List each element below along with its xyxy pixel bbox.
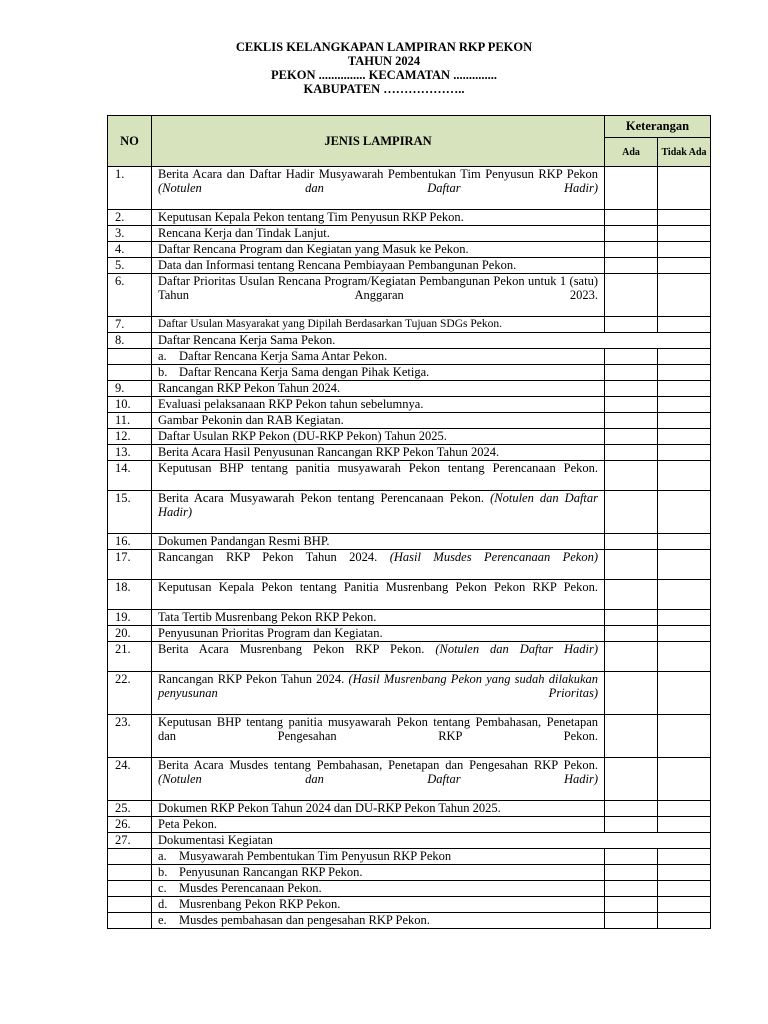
- row-item-text: [152, 715, 605, 758]
- sub-item-mark: a.: [158, 849, 167, 863]
- row-item-text: [152, 610, 605, 626]
- tidak-ada-checkbox-cell[interactable]: [658, 210, 711, 226]
- item-text: Tata Tertib Musrenbang Pekon RKP Pekon.: [158, 610, 377, 624]
- item-label: [158, 429, 447, 443]
- ada-checkbox-cell[interactable]: [605, 865, 658, 881]
- row-item-text: [152, 817, 605, 833]
- row-item-text: [152, 461, 605, 491]
- tidak-ada-checkbox-cell[interactable]: [658, 550, 711, 580]
- item-text: Daftar Rencana Kerja Sama Pekon.: [158, 333, 336, 347]
- ada-checkbox-cell[interactable]: [605, 580, 658, 610]
- sub-item-label: Musdes Perencanaan Pekon.: [179, 881, 322, 895]
- row-number: 9.: [108, 381, 152, 397]
- item-label: [158, 397, 423, 411]
- row-number: 25.: [108, 801, 152, 817]
- item-label: [158, 461, 598, 489]
- tidak-ada-checkbox-cell[interactable]: [658, 758, 711, 801]
- ada-checkbox-cell[interactable]: [605, 758, 658, 801]
- row-item-text: [152, 333, 711, 349]
- item-label: [158, 242, 469, 256]
- tidak-ada-checkbox-cell[interactable]: [658, 672, 711, 715]
- item-text: Rencana Kerja dan Tindak Lanjut.: [158, 226, 330, 240]
- row-number: 8.: [108, 333, 152, 349]
- ada-checkbox-cell[interactable]: [605, 397, 658, 413]
- ada-checkbox-cell[interactable]: [605, 715, 658, 758]
- row-item-text: [152, 274, 605, 317]
- row-item-text: [152, 672, 605, 715]
- tidak-ada-checkbox-cell[interactable]: [658, 258, 711, 274]
- row-number: 15.: [108, 491, 152, 534]
- ada-checkbox-cell[interactable]: [605, 913, 658, 929]
- table-row: [108, 317, 711, 333]
- row-number: 3.: [108, 226, 152, 242]
- row-number: 26.: [108, 817, 152, 833]
- table-row: [108, 381, 711, 397]
- row-item-text: [152, 833, 711, 849]
- table-row: [108, 461, 711, 491]
- item-label: [158, 445, 499, 459]
- ada-checkbox-cell[interactable]: [605, 550, 658, 580]
- table-subrow: [108, 349, 711, 365]
- table-row: [108, 258, 711, 274]
- item-text: Daftar Usulan Masyarakat yang Dipilah Berdasarkan Tujuan SDGs Pekon.: [158, 318, 502, 330]
- table-row: [108, 672, 711, 715]
- title-line-2: TAHUN 2024: [347, 54, 421, 68]
- ada-checkbox-cell[interactable]: [605, 445, 658, 461]
- tidak-ada-checkbox-cell[interactable]: [658, 881, 711, 897]
- sub-item-label: Musrenbang Pekon RKP Pekon.: [179, 897, 341, 911]
- item-label: [158, 534, 330, 548]
- sub-item-mark: b.: [158, 865, 168, 879]
- item-text: Rancangan RKP Pekon Tahun 2024.: [158, 672, 345, 686]
- column-header-no: NO: [108, 116, 152, 167]
- item-text: Daftar Rencana Program dan Kegiatan yang Masuk ke Pekon.: [158, 242, 469, 256]
- item-text: Daftar Usulan RKP Pekon (DU-RKP Pekon) Tahun 2025.: [158, 429, 447, 443]
- table-row: [108, 610, 711, 626]
- sub-item-mark: d.: [158, 897, 168, 911]
- row-number: 7.: [108, 317, 152, 333]
- item-label: [158, 167, 598, 209]
- checklist-table: [107, 115, 711, 929]
- tidak-ada-checkbox-cell[interactable]: [658, 897, 711, 913]
- ada-checkbox-cell[interactable]: [605, 461, 658, 491]
- item-note: (Notulen dan Daftar Hadir): [435, 642, 599, 656]
- table-row: [108, 333, 711, 349]
- tidak-ada-checkbox-cell[interactable]: [658, 610, 711, 626]
- item-label: [158, 226, 330, 240]
- item-text: Rancangan RKP Pekon Tahun 2024.: [158, 381, 341, 395]
- item-text: Berita Acara dan Daftar Hadir Musyawarah Pembentukan Tim Penyusun RKP Pekon: [158, 167, 598, 181]
- ada-checkbox-cell[interactable]: [605, 849, 658, 865]
- ada-checkbox-cell[interactable]: [605, 672, 658, 715]
- row-number: 20.: [108, 626, 152, 642]
- table-row: [108, 801, 711, 817]
- tidak-ada-checkbox-cell[interactable]: [658, 445, 711, 461]
- item-label: [158, 642, 598, 670]
- ada-checkbox-cell[interactable]: [605, 897, 658, 913]
- tidak-ada-checkbox-cell[interactable]: [658, 715, 711, 758]
- ada-checkbox-cell[interactable]: [605, 210, 658, 226]
- item-label: [158, 626, 383, 640]
- sub-number-cell: [108, 913, 152, 929]
- table-row: [108, 758, 711, 801]
- table-subrow: [108, 365, 711, 381]
- row-number: 12.: [108, 429, 152, 445]
- ada-checkbox-cell[interactable]: [605, 365, 658, 381]
- row-item-text: [152, 210, 605, 226]
- row-item-text: [152, 626, 605, 642]
- tidak-ada-checkbox-cell[interactable]: [658, 580, 711, 610]
- item-text: Berita Acara Musyawarah Pekon tentang Perencanaan Pekon.: [158, 491, 485, 505]
- sub-item-text: [152, 865, 605, 881]
- sub-item-mark: c.: [158, 881, 167, 895]
- table-subrow: [108, 865, 711, 881]
- table-row: [108, 226, 711, 242]
- item-note: (Notulen dan Daftar Hadir): [158, 772, 598, 786]
- sub-item-label: Musyawarah Pembentukan Tim Penyusun RKP Pekon: [179, 849, 452, 863]
- tidak-ada-checkbox-cell[interactable]: [658, 801, 711, 817]
- row-number: 6.: [108, 274, 152, 317]
- tidak-ada-checkbox-cell[interactable]: [658, 397, 711, 413]
- row-item-text: [152, 226, 605, 242]
- item-note: (Notulen dan Daftar Hadir): [158, 491, 598, 519]
- tidak-ada-checkbox-cell[interactable]: [658, 461, 711, 491]
- item-label: [158, 258, 516, 272]
- item-label: [158, 413, 344, 427]
- column-header-ada: Ada: [605, 138, 658, 167]
- sub-item-mark: b.: [158, 365, 168, 379]
- title-line-3: PEKON ............... KECAMATAN ..............: [271, 68, 497, 82]
- tidak-ada-checkbox-cell[interactable]: [658, 642, 711, 672]
- table-row: [108, 242, 711, 258]
- row-number: 14.: [108, 461, 152, 491]
- tidak-ada-checkbox-cell[interactable]: [658, 381, 711, 397]
- tidak-ada-checkbox-cell[interactable]: [658, 317, 711, 333]
- tidak-ada-checkbox-cell[interactable]: [658, 167, 711, 210]
- item-text: Dokumen Pandangan Resmi BHP.: [158, 534, 330, 548]
- sub-item-mark: e.: [158, 913, 167, 927]
- sub-item-text: [152, 849, 605, 865]
- row-item-text: [152, 758, 605, 801]
- item-text: Penyusunan Prioritas Program dan Kegiatan.: [158, 626, 383, 640]
- table-row: [108, 817, 711, 833]
- table-subrow: [108, 913, 711, 929]
- ada-checkbox-cell[interactable]: [605, 534, 658, 550]
- sub-item-text: [152, 365, 605, 381]
- sub-number-cell: [108, 865, 152, 881]
- table-row: [108, 397, 711, 413]
- item-label: [158, 580, 598, 608]
- item-text: Gambar Pekonin dan RAB Kegiatan.: [158, 413, 344, 427]
- row-item-text: [152, 258, 605, 274]
- ada-checkbox-cell[interactable]: [605, 258, 658, 274]
- row-item-text: [152, 550, 605, 580]
- item-label: [158, 758, 598, 800]
- item-text: Keputusan BHP tentang panitia musyawarah Pekon tentang Pembahasan, Penetapan dan Pengesahan RKP Pekon.: [158, 715, 598, 743]
- table-row: [108, 429, 711, 445]
- table-subrow: [108, 881, 711, 897]
- row-item-text: [152, 413, 605, 429]
- ada-checkbox-cell[interactable]: [605, 817, 658, 833]
- sub-item-text: [152, 897, 605, 913]
- ada-checkbox-cell[interactable]: [605, 626, 658, 642]
- item-text: Berita Acara Musdes tentang Pembahasan, Penetapan dan Pengesahan RKP Pekon.: [158, 758, 598, 772]
- table-row: [108, 715, 711, 758]
- tidak-ada-checkbox-cell[interactable]: [658, 413, 711, 429]
- row-number: 13.: [108, 445, 152, 461]
- item-text: Keputusan Kepala Pekon tentang Tim Penyusun RKP Pekon.: [158, 210, 464, 224]
- ada-checkbox-cell[interactable]: [605, 274, 658, 317]
- tidak-ada-checkbox-cell[interactable]: [658, 242, 711, 258]
- row-number: 2.: [108, 210, 152, 226]
- column-header-jenis-lampiran: JENIS LAMPIRAN: [152, 116, 605, 167]
- ada-checkbox-cell[interactable]: [605, 610, 658, 626]
- tidak-ada-checkbox-cell[interactable]: [658, 274, 711, 317]
- table-row: [108, 550, 711, 580]
- tidak-ada-checkbox-cell[interactable]: [658, 849, 711, 865]
- ada-checkbox-cell[interactable]: [605, 491, 658, 534]
- row-item-text: [152, 491, 605, 534]
- tidak-ada-checkbox-cell[interactable]: [658, 534, 711, 550]
- column-header-tidak-ada: Tidak Ada: [658, 138, 711, 167]
- item-label: [158, 801, 501, 815]
- ada-checkbox-cell[interactable]: [605, 167, 658, 210]
- item-label: [158, 210, 464, 224]
- item-text: Keputusan BHP tentang panitia musyawarah Pekon tentang Perencanaan Pekon.: [158, 461, 598, 475]
- tidak-ada-checkbox-cell[interactable]: [658, 913, 711, 929]
- table-row: [108, 580, 711, 610]
- sub-number-cell: [108, 897, 152, 913]
- table-row: [108, 534, 711, 550]
- ada-checkbox-cell[interactable]: [605, 242, 658, 258]
- table-row: [108, 274, 711, 317]
- item-label: [158, 274, 598, 316]
- item-text: Berita Acara Hasil Penyusunan Rancangan RKP Pekon Tahun 2024.: [158, 445, 500, 459]
- item-label: [158, 318, 502, 330]
- table-subrow: [108, 897, 711, 913]
- item-label: [158, 672, 598, 714]
- title-line-1: CEKLIS KELANGKAPAN LAMPIRAN RKP PEKON: [235, 40, 533, 54]
- item-note: (Hasil Musdes Perencanaan Pekon): [389, 550, 599, 564]
- item-label: [158, 715, 598, 757]
- item-text: Rancangan RKP Pekon Tahun 2024.: [158, 550, 378, 564]
- row-item-text: [152, 642, 605, 672]
- ada-checkbox-cell[interactable]: [605, 381, 658, 397]
- item-label: [158, 491, 598, 533]
- row-item-text: [152, 167, 605, 210]
- sub-number-cell: [108, 349, 152, 365]
- sub-number-cell: [108, 849, 152, 865]
- item-label: [158, 333, 335, 347]
- item-text: Data dan Informasi tentang Rencana Pembiayaan Pembangunan Pekon.: [158, 258, 517, 272]
- item-text: Keputusan Kepala Pekon tentang Panitia Musrenbang Pekon Pekon RKP Pekon.: [158, 580, 598, 594]
- row-item-text: [152, 429, 605, 445]
- item-text: Dokumentasi Kegiatan: [158, 833, 273, 847]
- tidak-ada-checkbox-cell[interactable]: [658, 626, 711, 642]
- ada-checkbox-cell[interactable]: [605, 801, 658, 817]
- document-title-block: [0, 40, 768, 96]
- tidak-ada-checkbox-cell[interactable]: [658, 865, 711, 881]
- row-item-text: [152, 580, 605, 610]
- table-row: [108, 445, 711, 461]
- row-item-text: [152, 801, 605, 817]
- item-text: Evaluasi pelaksanaan RKP Pekon tahun sebelumnya.: [158, 397, 424, 411]
- sub-item-label: Penyusunan Rancangan RKP Pekon.: [179, 865, 363, 879]
- ada-checkbox-cell[interactable]: [605, 429, 658, 445]
- row-number: 17.: [108, 550, 152, 580]
- item-note: (Notulen dan Daftar Hadir): [158, 181, 598, 195]
- sub-item-text: [152, 913, 605, 929]
- sub-number-cell: [108, 881, 152, 897]
- sub-item-text: [152, 881, 605, 897]
- item-text: Berita Acara Musrenbang Pekon RKP Pekon.: [158, 642, 425, 656]
- row-item-text: [152, 242, 605, 258]
- item-label: [158, 610, 376, 624]
- sub-item-label: Daftar Rencana Kerja Sama dengan Pihak Ketiga.: [179, 365, 430, 379]
- row-number: 1.: [108, 167, 152, 210]
- ada-checkbox-cell[interactable]: [605, 349, 658, 365]
- row-item-text: [152, 397, 605, 413]
- item-text: Daftar Prioritas Usulan Rencana Program/Kegiatan Pembangunan Pekon untuk 1 (satu) Tahun Anggaran 2023.: [158, 274, 598, 302]
- row-number: 27.: [108, 833, 152, 849]
- row-number: 19.: [108, 610, 152, 626]
- ada-checkbox-cell[interactable]: [605, 642, 658, 672]
- sub-item-mark: a.: [158, 349, 167, 363]
- tidak-ada-checkbox-cell[interactable]: [658, 429, 711, 445]
- table-row: [108, 167, 711, 210]
- table-row: [108, 491, 711, 534]
- table-row: [108, 642, 711, 672]
- tidak-ada-checkbox-cell[interactable]: [658, 349, 711, 365]
- table-row: [108, 833, 711, 849]
- row-item-text: [152, 534, 605, 550]
- row-number: 10.: [108, 397, 152, 413]
- tidak-ada-checkbox-cell[interactable]: [658, 491, 711, 534]
- item-note: (Hasil Musrenbang Pekon yang sudah dilakukan penyusunan Prioritas): [158, 672, 599, 700]
- table-row: [108, 210, 711, 226]
- checklist-body: [108, 167, 711, 929]
- tidak-ada-checkbox-cell[interactable]: [658, 365, 711, 381]
- row-item-text: [152, 445, 605, 461]
- row-number: 22.: [108, 672, 152, 715]
- table-row: [108, 413, 711, 429]
- row-number: 21.: [108, 642, 152, 672]
- row-number: 11.: [108, 413, 152, 429]
- item-text: Peta Pekon.: [158, 817, 218, 831]
- ada-checkbox-cell[interactable]: [605, 226, 658, 242]
- ada-checkbox-cell[interactable]: [605, 413, 658, 429]
- ada-checkbox-cell[interactable]: [605, 881, 658, 897]
- column-header-keterangan: Keterangan: [605, 116, 711, 138]
- row-item-text: [152, 381, 605, 397]
- row-number: 5.: [108, 258, 152, 274]
- item-label: [158, 381, 340, 395]
- sub-item-text: [152, 349, 605, 365]
- sub-item-label: Musdes pembahasan dan pengesahan RKP Pekon.: [179, 913, 430, 927]
- item-label: [158, 550, 598, 578]
- row-item-text: [152, 317, 605, 333]
- tidak-ada-checkbox-cell[interactable]: [658, 226, 711, 242]
- title-line-4: KABUPATEN ………………..: [303, 82, 465, 96]
- tidak-ada-checkbox-cell[interactable]: [658, 817, 711, 833]
- row-number: 23.: [108, 715, 152, 758]
- row-number: 24.: [108, 758, 152, 801]
- item-label: [158, 817, 217, 831]
- table-subrow: [108, 849, 711, 865]
- row-number: 16.: [108, 534, 152, 550]
- row-number: 4.: [108, 242, 152, 258]
- sub-number-cell: [108, 365, 152, 381]
- item-label: [158, 833, 273, 847]
- row-number: 18.: [108, 580, 152, 610]
- item-text: Dokumen RKP Pekon Tahun 2024 dan DU-RKP Pekon Tahun 2025.: [158, 801, 501, 815]
- table-row: [108, 626, 711, 642]
- ada-checkbox-cell[interactable]: [605, 317, 658, 333]
- sub-item-label: Daftar Rencana Kerja Sama Antar Pekon.: [179, 349, 388, 363]
